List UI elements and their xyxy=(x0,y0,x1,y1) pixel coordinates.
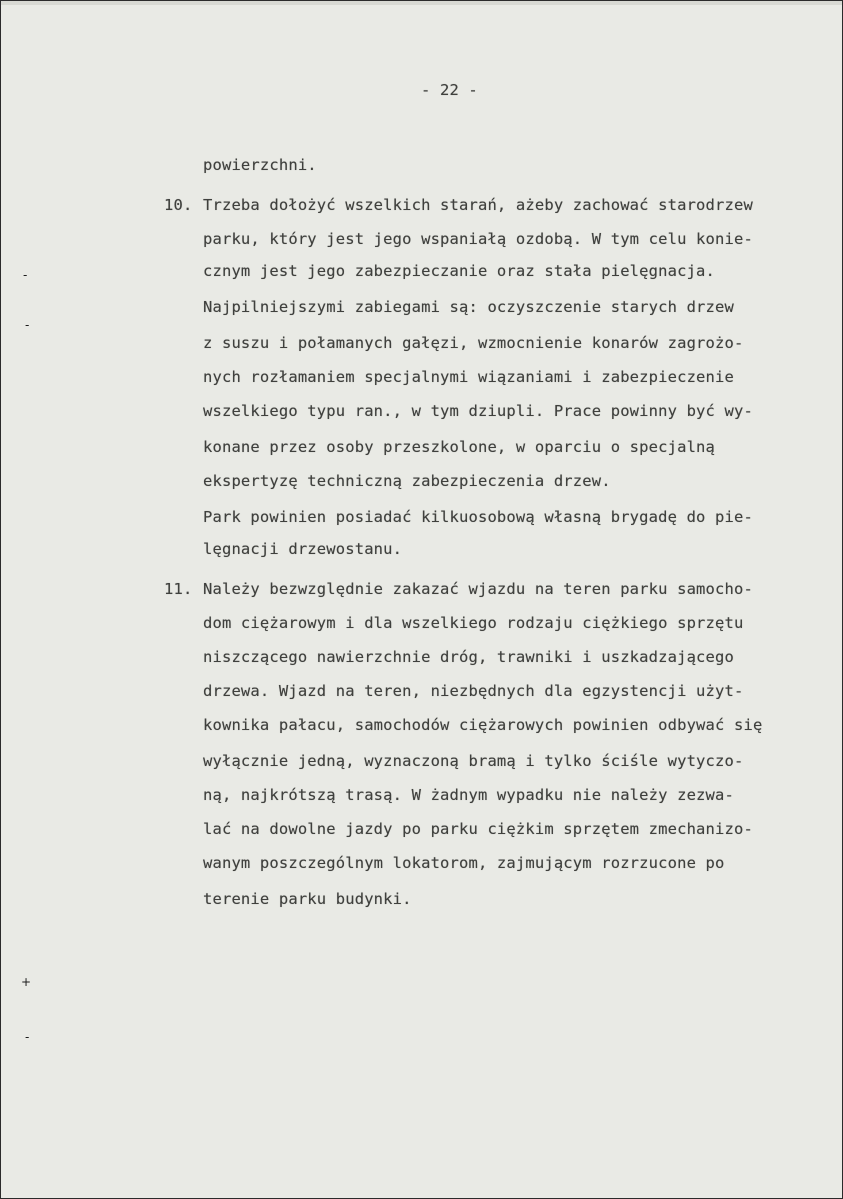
item-10-line-1: Trzeba dołożyć wszelkich starań, ażeby zachować starodrzew xyxy=(203,196,753,214)
margin-mark: - xyxy=(23,268,28,282)
item-number-10: 10. xyxy=(164,196,193,214)
item-10-line-8: konane przez osoby przeszkolone, w oparciu o specjalną xyxy=(203,438,716,456)
item-11-line-8: lać na dowolne jazdy po parku ciężkim sprzętem zmechanizo- xyxy=(203,820,753,838)
item-10-line-10: Park powinien posiadać kilkuosobową własną brygadę do pie- xyxy=(203,508,753,526)
item-11-line-10: terenie parku budynki. xyxy=(203,890,412,908)
margin-mark: - xyxy=(25,318,30,332)
page-number: - 22 - xyxy=(421,81,478,99)
item-10-line-4: Najpilniejszymi zabiegami są: oczyszczenie starych drzew xyxy=(203,298,734,316)
sheet-edge xyxy=(1,1,842,5)
item-11-line-1: Należy bezwzględnie zakazać wjazdu na teren parku samocho- xyxy=(203,580,753,598)
item-11-line-3: niszczącego nawierzchnie dróg, trawniki i uszkadzającego xyxy=(203,648,734,666)
item-11-line-6: wyłącznie jedną, wyznaczoną bramą i tylko ściśle wytyczo- xyxy=(203,752,744,770)
item-10-line-9: ekspertyzę techniczną zabezpieczenia drzew. xyxy=(203,472,611,490)
item-10-line-2: parku, który jest jego wspaniałą ozdobą. W tym celu konie- xyxy=(203,230,753,248)
item-11-line-2: dom ciężarowym i dla wszelkiego rodzaju ciężkiego sprzętu xyxy=(203,614,744,632)
item-11-line-7: ną, najkrótszą trasą. W żadnym wypadku nie należy zezwa- xyxy=(203,786,734,804)
item-11-line-9: wanym poszczególnym lokatorom, zajmującym rozrzucone po xyxy=(203,854,725,872)
item-11-line-5: kownika pałacu, samochodów ciężarowych powinien odbywać się xyxy=(203,716,763,734)
item-10-line-3: cznym jest jego zabezpieczanie oraz stała pielęgnacja. xyxy=(203,262,716,280)
carry-over-line: powierzchni. xyxy=(203,156,317,174)
item-10-line-7: wszelkiego typu ran., w tym dziupli. Prace powinny być wy- xyxy=(203,402,753,420)
item-10-line-11: lęgnacji drzewostanu. xyxy=(203,540,403,558)
margin-mark: + xyxy=(21,975,32,989)
item-10-line-5: z suszu i połamanych gałęzi, wzmocnienie konarów zagrożo- xyxy=(203,334,744,352)
margin-mark: - xyxy=(25,1030,30,1044)
item-10-line-6: nych rozłamaniem specjalnymi wiązaniami i zabezpieczenie xyxy=(203,368,734,386)
item-number-11: 11. xyxy=(164,580,193,598)
item-11-line-4: drzewa. Wjazd na teren, niezbędnych dla egzystencji użyt- xyxy=(203,682,744,700)
